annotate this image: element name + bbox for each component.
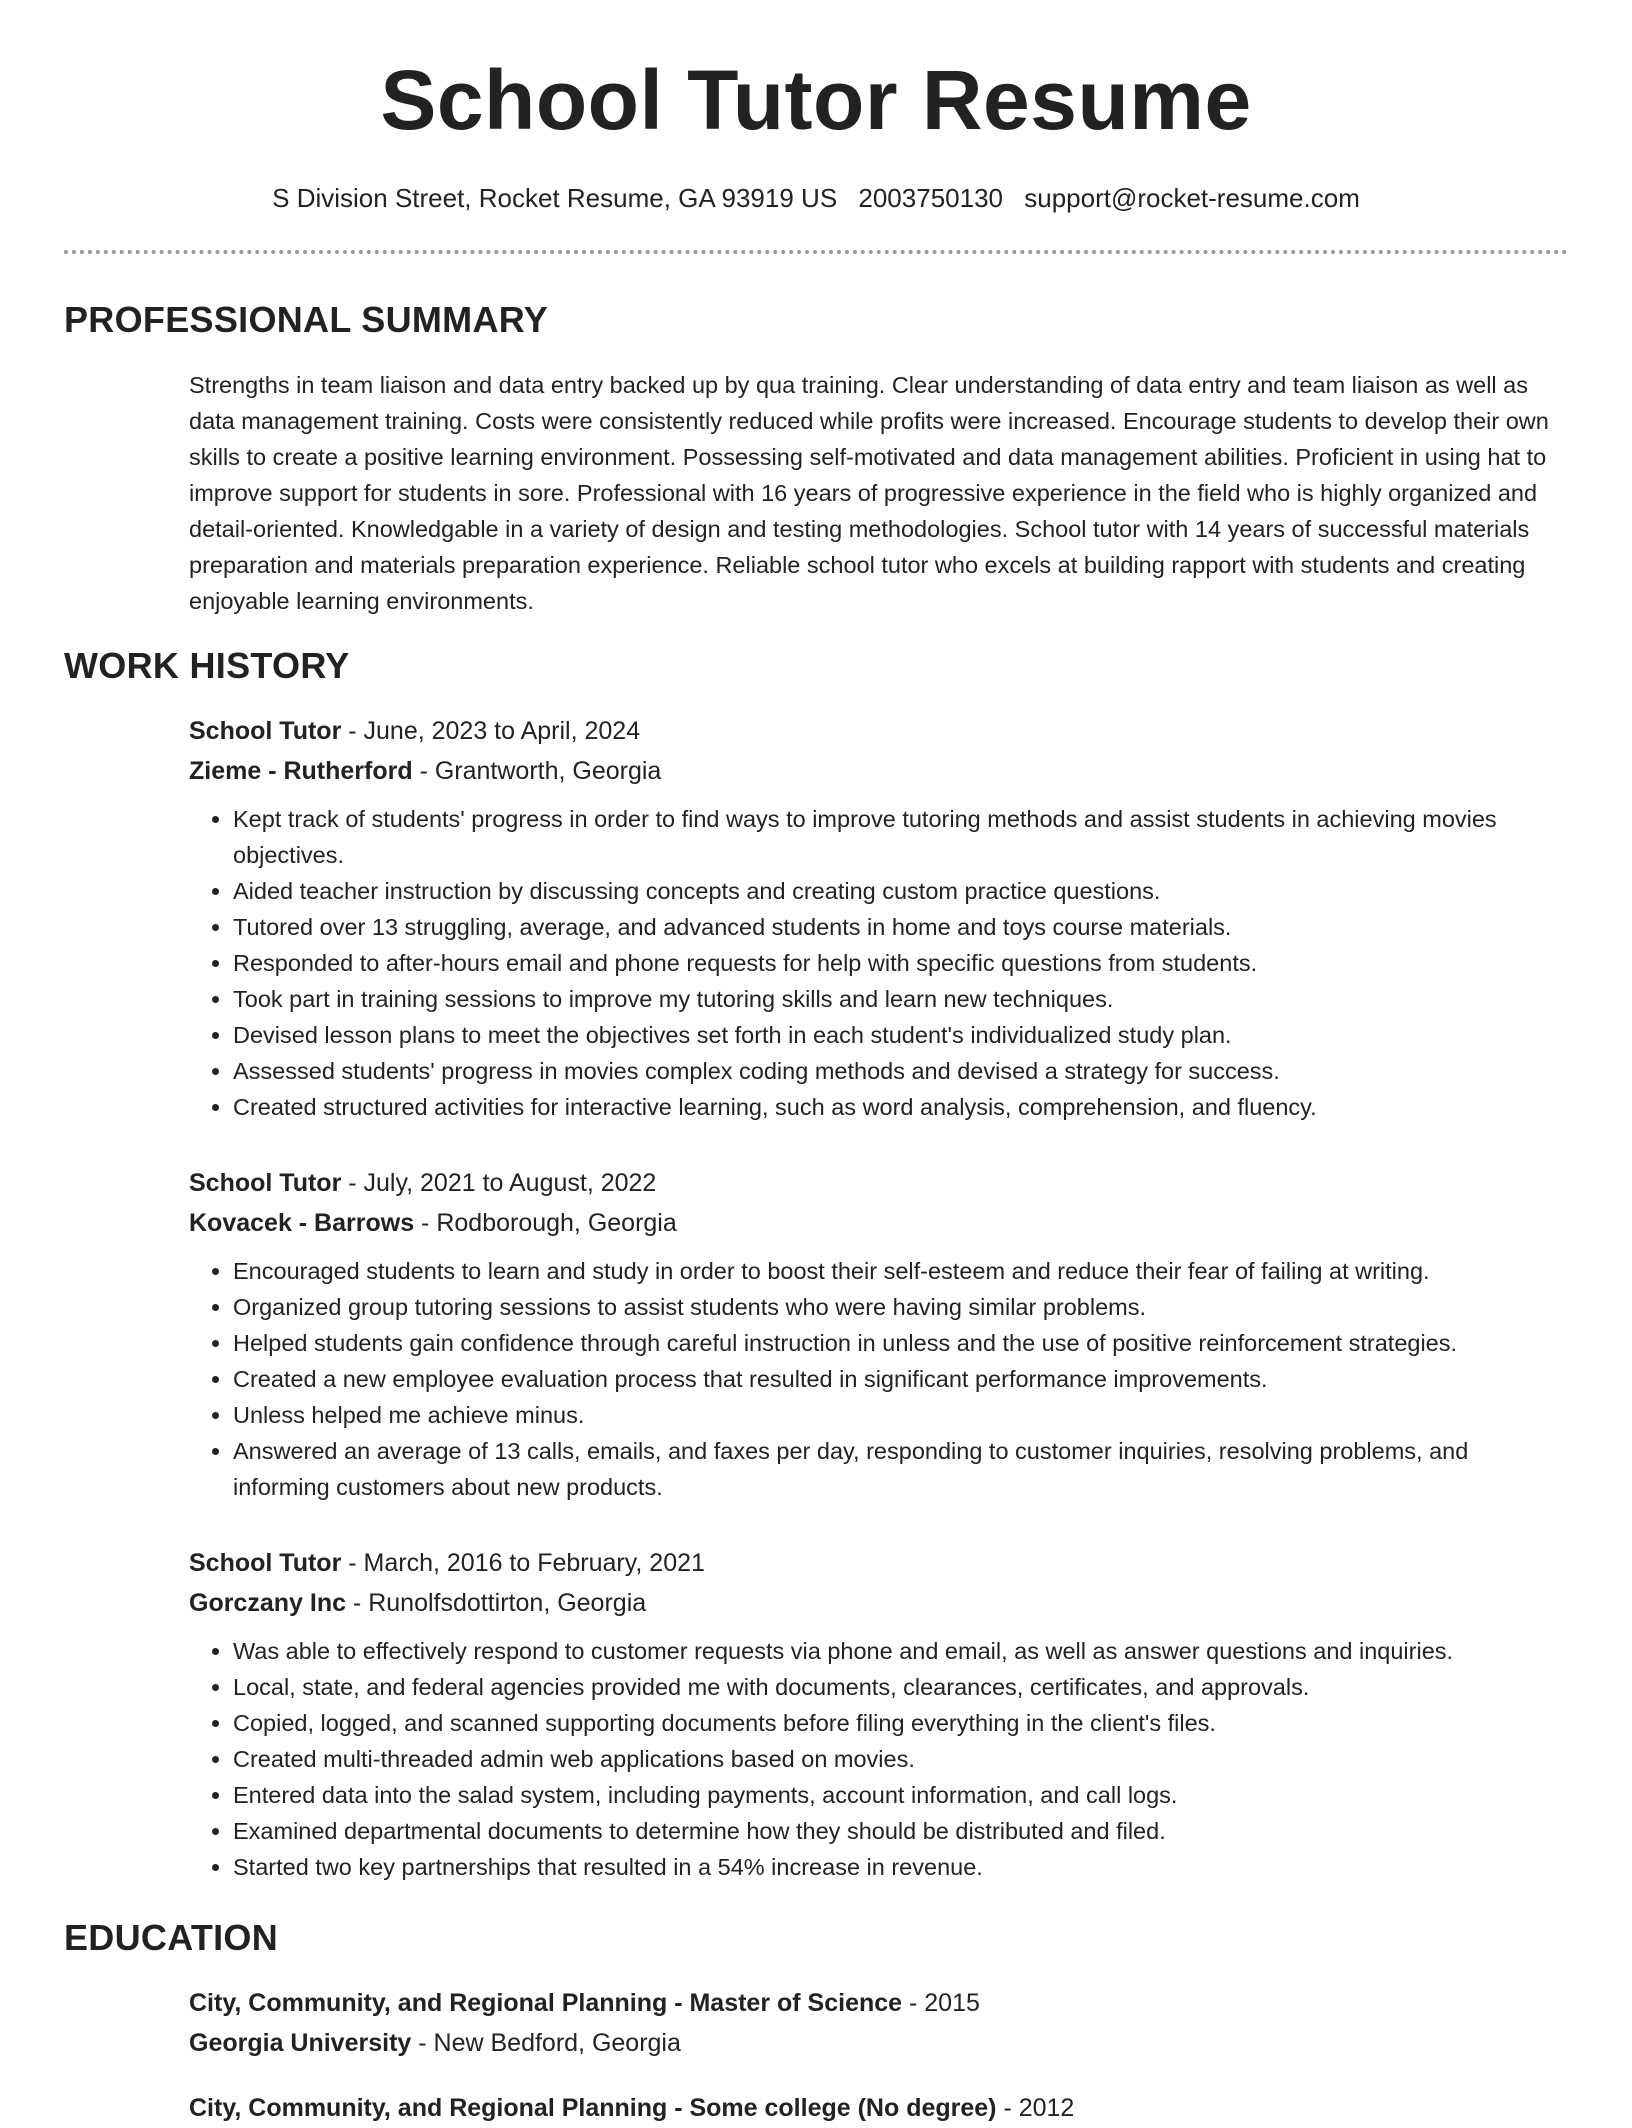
job-company: Kovacek - Barrows (189, 1209, 415, 1237)
job-bullet: • Assessed students' progress in movies complex coding methods and devised a strategy for success. (233, 1053, 1569, 1089)
job-bullet: • Took part in training sessions to improve my tutoring skills and learn new techniques. (233, 981, 1569, 1017)
job-bullet: • Was able to effectively respond to customer requests via phone and email, as well as answer questions and inquiries. (233, 1633, 1569, 1669)
education-degree-line (189, 2088, 1569, 2128)
job-location: - Grantworth, Georgia (412, 757, 662, 785)
job-bullets (189, 1253, 1569, 1505)
job-bullet: • Copied, logged, and scanned supporting documents before filing everything in the client's files. (233, 1705, 1569, 1741)
job-title-line (189, 1163, 1569, 1203)
job-bullets (189, 801, 1569, 1125)
header-divider (64, 250, 1568, 254)
job-company-line (189, 1203, 1569, 1243)
job-bullet: • Tutored over 13 struggling, average, and advanced students in home and toys course materials. (233, 909, 1569, 945)
job-dates: - March, 2016 to February, 2021 (341, 1549, 705, 1577)
job-bullet: • Answered an average of 13 calls, emails, and faxes per day, responding to customer inquiries, resolving problems, and informing customers about new products. (233, 1433, 1569, 1505)
job-company-line (189, 1583, 1569, 1623)
job-bullet: • Local, state, and federal agencies provided me with documents, clearances, certificates, and approvals. (233, 1669, 1569, 1705)
summary-text: Strengths in team liaison and data entry backed up by qua training. Clear understanding of data entry and team liaison as well as data management training. Costs were consistently reduced while profits were increased. Encourage students to develop their own skills to create a positive learning environment. Possessing self-motivated and data management abilities. Proficient in using hat to improve support for students in sore. Professional with 16 years of progressive experience in the field who is highly organized and detail-oriented. Knowledgable in a variety of design and testing methodologies. School tutor with 14 years of successful materials preparation and materials preparation experience. Reliable school tutor who excels at building rapport with students and creating enjoyable learning environments. (189, 372, 1549, 614)
job-bullet: • Aided teacher instruction by discussing concepts and creating custom practice questions. (233, 873, 1569, 909)
job-bullet: • Created structured activities for interactive learning, such as word analysis, comprehension, and fluency. (233, 1089, 1569, 1125)
job-entry (189, 711, 1569, 1125)
job-title: School Tutor (189, 1169, 342, 1197)
job-bullet: • Devised lesson plans to meet the objectives set forth in each student's individualized study plan. (233, 1017, 1569, 1053)
contact-email: support@rocket-resume.com (1024, 183, 1360, 213)
job-bullet: • Created multi-threaded admin web applications based on movies. (233, 1741, 1569, 1777)
education-school-line (189, 2023, 1569, 2063)
education-year: - 2012 (996, 2094, 1075, 2122)
education-entry (189, 1983, 1569, 2063)
job-company: Gorczany Inc (189, 1589, 346, 1617)
education-degree: City, Community, and Regional Planning - Master of Science (189, 1989, 903, 2017)
summary-heading: PROFESSIONAL SUMMARY (64, 299, 549, 340)
education-degree-line (189, 1983, 1569, 2023)
work-history-heading: WORK HISTORY (64, 645, 350, 686)
job-company: Zieme - Rutherford (189, 757, 413, 785)
job-title: School Tutor (189, 717, 342, 745)
job-dates: - June, 2023 to April, 2024 (341, 717, 641, 745)
job-entry (189, 1163, 1569, 1505)
job-bullet: • Unless helped me achieve minus. (233, 1397, 1569, 1433)
job-bullet: • Created a new employee evaluation process that resulted in significant performance improvements. (233, 1361, 1569, 1397)
job-bullet: • Examined departmental documents to determine how they should be distributed and filed. (233, 1813, 1569, 1849)
contact-phone: 2003750130 (858, 183, 1003, 213)
job-title: School Tutor (189, 1549, 342, 1577)
resume-title: School Tutor Resume (380, 53, 1252, 147)
job-title-line (189, 711, 1569, 751)
job-bullet: • Kept track of students' progress in order to find ways to improve tutoring methods and assist students in achieving movies objectives. (233, 801, 1569, 873)
job-bullet: • Organized group tutoring sessions to assist students who were having similar problems. (233, 1289, 1569, 1325)
job-bullets (189, 1633, 1569, 1885)
contact-line (0, 183, 1632, 214)
job-bullet: • Started two key partnerships that resulted in a 54% increase in revenue. (233, 1849, 1569, 1885)
job-location: - Rodborough, Georgia (414, 1209, 677, 1237)
job-dates: - July, 2021 to August, 2022 (341, 1169, 657, 1197)
education-location: - New Bedford, Georgia (411, 2029, 681, 2057)
job-title-line (189, 1543, 1569, 1583)
education-entry (189, 2088, 1569, 2128)
job-company-line (189, 751, 1569, 791)
job-entry (189, 1543, 1569, 1885)
education-heading: EDUCATION (64, 1917, 279, 1958)
education-school: Georgia University (189, 2029, 412, 2057)
job-bullet: • Helped students gain confidence through careful instruction in unless and the use of positive reinforcement strategies. (233, 1325, 1569, 1361)
job-bullet: • Encouraged students to learn and study in order to boost their self-esteem and reduce their fear of failing at writing. (233, 1253, 1569, 1289)
job-location: - Runolfsdottirton, Georgia (346, 1589, 647, 1617)
job-bullet: • Responded to after-hours email and phone requests for help with specific questions from students. (233, 945, 1569, 981)
education-degree: City, Community, and Regional Planning - Some college (No degree) (189, 2094, 997, 2122)
job-bullet: • Entered data into the salad system, including payments, account information, and call logs. (233, 1777, 1569, 1813)
education-year: - 2015 (902, 1989, 980, 2017)
contact-address: S Division Street, Rocket Resume, GA 93919 US (272, 183, 838, 213)
